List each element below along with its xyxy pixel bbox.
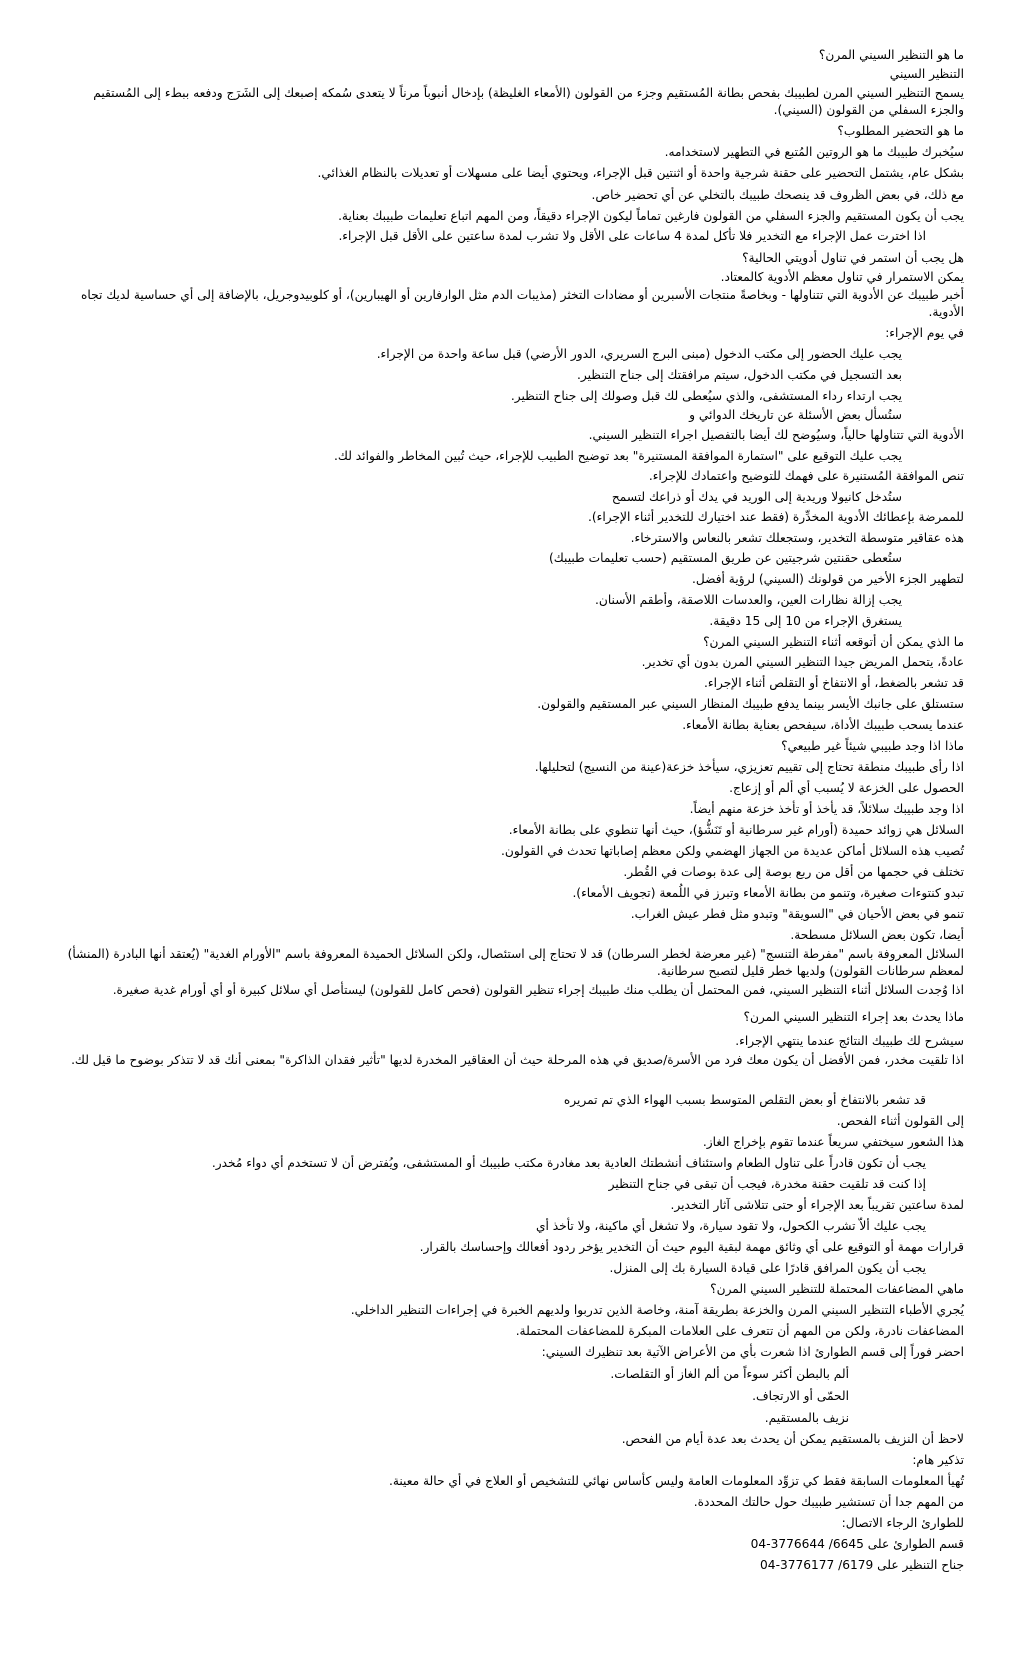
text-line: يجب عليك الحضور إلى مكتب الدخول (مبنى البرج السريري، الدور الأرضي) قبل ساعة واحدة من الإجراء. bbox=[376, 347, 902, 361]
heading-preparation: ما هو التحضير المطلوب؟ bbox=[837, 124, 964, 138]
text-line: أيضا، تكون بعض السلائل مسطحة. bbox=[790, 928, 964, 942]
heading-reminder: تذكير هام: bbox=[912, 1453, 964, 1467]
paragraph-hyperplastic: السلائل المعروفة باسم "مفرطة التنسج" (غير معرضة لخطر السرطان) قد لا تحتاج إلى استئصال، ولكن السلائل الحميدة المعروفة باسم "الأورام الغدية" (يُعتقد أنها البادرة (المنشأ) لمعظم سرطانات القولون) ولديها خطر قليل لتصبح سرطانية. bbox=[67, 947, 964, 978]
symptom-item: نزيف بالمستقيم. bbox=[764, 1411, 849, 1425]
text-line: يجب أن تكون قادراً على تناول الطعام واستئناف أنشطتك العادية بعد مغادرة مكتب طبيبك أو المستشفى، ويُفترض أن لا تستخدم أي دواء مُخدر. bbox=[211, 1156, 926, 1170]
text-line: المضاعفات نادرة، ولكن من المهم أن تتعرف على العلامات المبكرة للمضاعفات المحتملة. bbox=[515, 1324, 964, 1338]
text-line: الحصول على الخزعة لا يُسبب أي ألم أو إزعاج. bbox=[729, 781, 964, 795]
text-line: إلى القولون أثناء الفحص. bbox=[836, 1114, 964, 1128]
text-line: إذا كنت قد تلقيت حقنة مخدرة، فيجب أن تبقى في جناح التنظير bbox=[608, 1177, 926, 1191]
text-line: لاحظ أن النزيف بالمستقيم يمكن أن يحدث بعد عدة أيام من الفحص. bbox=[621, 1432, 964, 1446]
text-line: عندما يسحب طبيبك الأداة، سيفحص بعناية بطانة الأمعاء. bbox=[682, 718, 964, 732]
paragraph-sedation: اذا تلقيت مخدر، فمن الأفضل أن يكون معك فرد من الأسرة/صديق في هذه المرحلة حيث أن العقاقير المخدرة لديها "تأثير فقدان الذاكرة" بمعنى أنك قد لا تتذكر بوضوح ما قيل لك. bbox=[71, 1053, 964, 1067]
text-line: قد تشعر بالانتفاخ أو بعض التقلص المتوسط بسبب الهواء الذي تم تمريره bbox=[563, 1093, 926, 1107]
text-line: من المهم جدا أن تستشير طبيبك حول حالتك المحددة. bbox=[693, 1495, 964, 1509]
heading-during-procedure: ما الذي يمكن أن أتوقعه أثناء التنظير السيني المرن؟ bbox=[703, 635, 964, 649]
text-line: اذا وجد طبيبك سلائلاً، قد يأخذ أو تأخذ خزعة منهم أيضاً. bbox=[689, 802, 964, 816]
text-line: يجب عليك ألاّ تشرب الكحول، ولا تقود سيارة، ولا تشغل أي ماكينة، ولا تأخذ أي bbox=[535, 1219, 926, 1233]
text-line: ستُسأل بعض الأسئلة عن تاريخك الدوائي و bbox=[689, 408, 902, 422]
text-line: يجب أن يكون المستقيم والجزء السفلي من القولون فارغين تماماً ليكون الإجراء دقيقاً، ومن المهم اتباع تعليمات طبيبك بعناية. bbox=[338, 209, 964, 223]
contact-emergency-department: قسم الطوارئ على 6645/ 3776644-04 bbox=[750, 1537, 964, 1551]
text-line: يجب عليك التوقيع على "استمارة الموافقة المستنيرة" بعد توضيح الطبيب للإجراء، حيث تُبين المخاطر والفوائد لك. bbox=[334, 449, 902, 463]
text-line: تُصيب هذه السلائل أماكن عديدة من الجهاز الهضمي ولكن معظم إصاباتها تحدث في القولون. bbox=[501, 844, 964, 858]
text-line: تُهيأ المعلومات السابقة فقط كي تزوِّد المعلومات العامة وليس كأساس نهائي للتشخيص أو العلاج في أي حالة معينة. bbox=[388, 1474, 964, 1488]
text-line: تنص الموافقة المُستنيرة على فهمك للتوضيح واعتمادك للإجراء. bbox=[648, 469, 964, 483]
text-line: للممرضة بإعطائك الأدوية المخدِّرة (فقط عند اختيارك للتخدير أثناء الإجراء). bbox=[588, 510, 964, 524]
text-line: هذا الشعور سيختفي سريعاً عندما تقوم بإخراج الغاز. bbox=[702, 1135, 964, 1149]
contact-endoscopy-unit: جناح التنظير على 6179/ 3776177-04 bbox=[760, 1558, 964, 1572]
heading-medications: هل يجب أن استمر في تناول أدويتي الحالية؟ bbox=[742, 251, 964, 265]
text-line: يجب أن يكون المرافق قادرًا على قيادة السيارة بك إلى المنزل. bbox=[609, 1261, 926, 1275]
heading-procedure-day: في يوم الإجراء: bbox=[885, 326, 964, 340]
text-line: مع ذلك، في بعض الظروف قد ينصحك طبيبك بالتخلي عن أي تحضير خاص. bbox=[591, 188, 964, 202]
text-line: بشكل عام، يشتمل التحضير على حقنة شرجية واحدة أو اثنتين قبل الإجراء، ويحتوي أيضا على مسهلات أو تعديلات بالنظام الغذائي. bbox=[317, 166, 964, 180]
text-line: ستُعطى حقنتين شرجيتين عن طريق المستقيم (حسب تعليمات طبيبك) bbox=[549, 551, 902, 565]
text-line: تنمو في بعض الأحيان في "السويقة" وتبدو مثل فطر عيش الغراب. bbox=[630, 907, 964, 921]
text-line: سيشرح لك طبيبك النتائج عندما ينتهي الإجراء. bbox=[735, 1034, 964, 1048]
subheading-sigmoidoscopy: التنظير السيني bbox=[889, 67, 964, 81]
text-line: يُجري الأطباء التنظير السيني المرن والخزعة بطريقة آمنة، وخاصة الذين تدربوا ولديهم الخبرة في إجراءات التنظير الداخلي. bbox=[350, 1303, 964, 1317]
text-line: لتطهير الجزء الأخير من قولونك (السيني) لرؤية أفضل. bbox=[692, 572, 964, 586]
paragraph-description: يسمح التنظير السيني المرن لطبيبك بفحص بطانة المُستقيم وجزء من القولون (الأمعاء الغليظة) بإدخال أنبوباً مرناً لا يتعدى سُمكه إصبعك إلى الشَرَج ودفعه ببطء إلى المُستقيم والجزء السفلي من القولون (السيني). bbox=[93, 86, 964, 117]
heading-emergency-contact: للطوارئ الرجاء الاتصال: bbox=[841, 1516, 964, 1530]
heading-abnormal-findings: ماذا اذا وجد طبيبي شيئاً غير طبيعي؟ bbox=[781, 739, 964, 753]
text-line: هذه عقاقير متوسطة التخدير، وستجعلك تشعر بالنعاس والاسترخاء. bbox=[630, 531, 964, 545]
text-line: اذا اخترت عمل الإجراء مع التخدير فلا تأكل لمدة 4 ساعات على الأقل ولا تشرب لمدة ساعتين على الأقل قبل الإجراء. bbox=[338, 229, 926, 243]
text-line: احضر فوراً إلى قسم الطوارئ اذا شعرت بأي من الأعراض الآتية بعد تنظيرك السيني: bbox=[541, 1345, 964, 1359]
heading-complications: ماهي المضاعفات المحتملة للتنظير السيني المرن؟ bbox=[710, 1282, 964, 1296]
text-line: بعد التسجيل في مكتب الدخول، سيتم مرافقتك إلى جناح التنظير. bbox=[577, 368, 902, 382]
text-line: يمكن الاستمرار في تناول معظم الأدوية كالمعتاد. bbox=[720, 270, 964, 284]
text-line: يجب ارتداء رداء المستشفى، والذي سيُعطى لك قبل وصولك إلى جناح التنظير. bbox=[510, 389, 902, 403]
text-line: ستُدخل كانيولا وريدية إلى الوريد في يدك أو ذراعك لتسمح bbox=[611, 490, 902, 504]
heading-what-is: ما هو التنظير السيني المرن؟ bbox=[818, 48, 964, 62]
text-line: السلائل هي زوائد حميدة (أورام غير سرطانية أو تَنَشُّؤ)، حيث أنها تنطوي على بطانة الأمعاء. bbox=[508, 823, 964, 837]
heading-after-procedure: ماذا يحدث بعد إجراء التنظير السيني المرن؟ bbox=[743, 1010, 964, 1024]
paragraph-polyps-found: اذا وُجدت السلائل أثناء التنظير السيني، فمن المحتمل أن يطلب منك طبيبك إجراء تنظير القولون (فحص كامل للقولون) ليستأصل أي سلائل كبيرة أو أي أورام غدية صغيرة. bbox=[112, 983, 964, 997]
text-line: قرارات مهمة أو التوقيع على أي وثائق مهمة لبقية اليوم حيث أن التخدير يؤخر ردود أفعالك وإحساسك بالقرار. bbox=[419, 1240, 964, 1254]
text-line: يستغرق الإجراء من 10 إلى 15 دقيقة. bbox=[709, 614, 902, 628]
text-line: الأدوية التي تتناولها حالياً، وسيُوضح لك أيضا بالتفصيل اجراء التنظير السيني. bbox=[588, 428, 964, 442]
text-line: سيُخبرك طبيبك ما هو الروتين المُتبع في التطهير لاستخدامه. bbox=[664, 145, 964, 159]
text-line: يجب إزالة نظارات العين، والعدسات اللاصقة، وأطقم الأسنان. bbox=[595, 593, 902, 607]
text-line: عادةً، يتحمل المريض جيدا التنظير السيني المرن بدون أي تخدير. bbox=[641, 655, 964, 669]
paragraph-medications: أخبر طبيبك عن الأدوية التي تتناولها - وبخاصةً منتجات الأسبرين أو مضادات التخثر (مذيبات الدم مثل الوارفارين أو الهيبارين)، أو كلوبيدوجريل، بالإضافة إلى أي حساسية لديك تجاه الأدوية. bbox=[81, 288, 964, 319]
text-line: تبدو كنتوءات صغيرة، وتنمو من بطانة الأمعاء وتبرز في اللُمعة (تجويف الأمعاء). bbox=[572, 886, 964, 900]
symptom-item: ألم بالبطن أكثر سوءاً من ألم الغاز أو التقلصات. bbox=[610, 1367, 849, 1381]
symptom-item: الحمّى أو الارتجاف. bbox=[752, 1389, 849, 1403]
text-line: تختلف في حجمها من أقل من ربع بوصة إلى عدة بوصات في القُطر. bbox=[623, 865, 964, 879]
text-line: ستستلق على جانبك الأيسر بينما يدفع طبيبك المنظار السيني عبر المستقيم والقولون. bbox=[537, 697, 964, 711]
text-line: قد تشعر بالضغط، أو الانتفاخ أو التقلص أثناء الإجراء. bbox=[704, 676, 964, 690]
text-line: اذا رأى طبيبك منطقة تحتاج إلى تقييم تعزيزي، سيأخذ خزعة(عينة من النسيج) لتحليلها. bbox=[534, 760, 964, 774]
text-line: لمدة ساعتين تقريباً بعد الإجراء أو حتى تتلاشى آثار التخدير. bbox=[670, 1198, 964, 1212]
